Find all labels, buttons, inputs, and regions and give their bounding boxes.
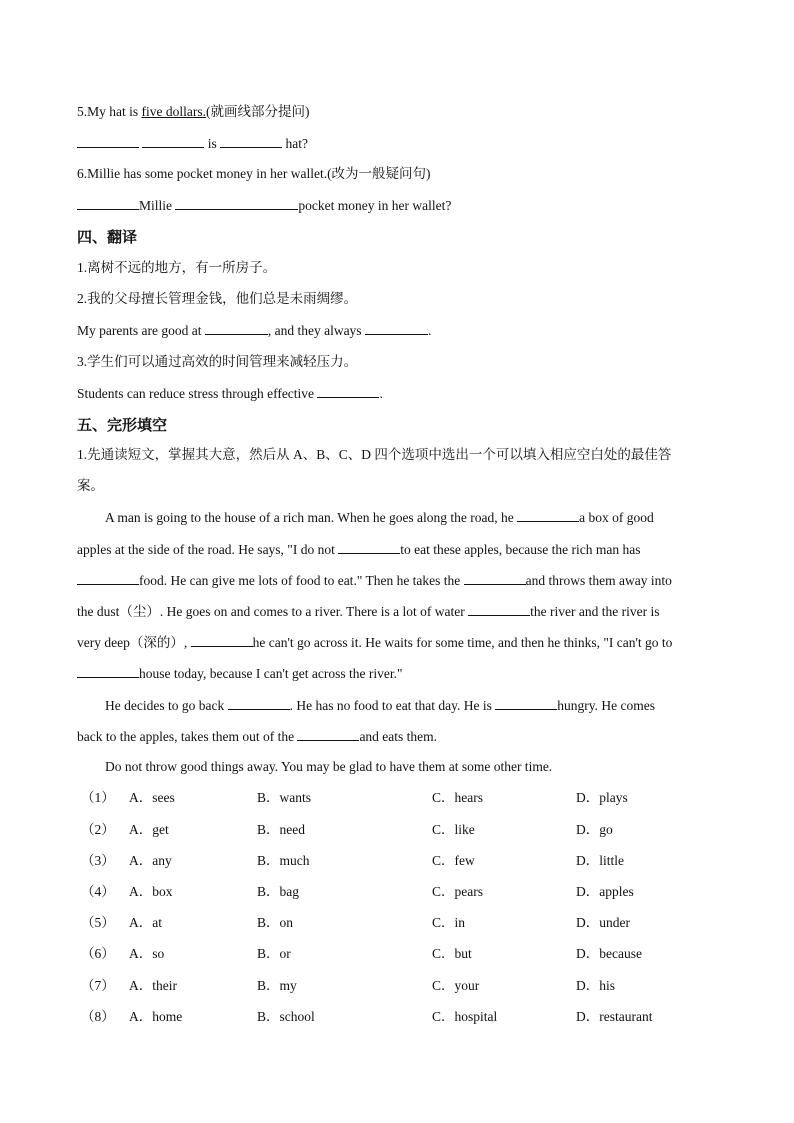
option-c[interactable]: C．hospital [432,1009,498,1024]
passage-line: house today, because I can't get across the river." [77,665,402,682]
question-number: （8） [81,1009,115,1024]
option-b[interactable]: B．wants [257,790,311,805]
option-d[interactable]: D．apples [576,884,634,899]
option-b[interactable]: B．my [257,978,297,993]
translation-item-2: 2.我的父母擅长管理金钱，他们总是未雨绸缪。 [77,291,358,306]
option-row-2 [77,822,757,838]
option-d[interactable]: D．his [576,978,616,993]
q5-note: (就画线部分提问) [206,104,310,119]
option-c[interactable]: C．few [432,853,475,868]
translation-item-2-answer: My parents are good at , and they always . [77,323,432,338]
passage-line: Do not throw good things away. You may be glad to have them at some other time. [105,759,553,774]
option-d[interactable]: D．plays [576,790,628,805]
question-number: （2） [81,822,115,837]
option-row-3 [77,853,757,869]
q5-underlined-phrase: five dollars. [141,104,206,119]
option-b[interactable]: B．bag [257,884,299,899]
option-row-7 [77,978,757,994]
option-c[interactable]: C．in [432,915,466,930]
cloze-blank-6[interactable] [191,634,253,647]
question-5 [77,104,310,120]
option-row-5 [77,915,757,931]
option-a[interactable]: A．sees [129,790,175,805]
option-d[interactable]: D．because [576,946,642,961]
cloze-blank-4[interactable] [464,572,526,585]
cloze-instruction: 1.先通读短文，掌握其大意，然后从 A、B、C、D 四个选项中选出一个可以填入相应空白处的最佳答 [77,447,672,462]
q6-answer-line [77,197,451,214]
q5-word-hat: hat? [282,136,309,151]
option-row-6 [77,946,757,962]
q5-answer-line [77,135,308,152]
option-a[interactable]: A．so [129,946,165,961]
cloze-blank-9[interactable] [495,697,557,710]
option-b[interactable]: B．need [257,822,305,837]
option-d[interactable]: D．restaurant [576,1009,653,1024]
option-b[interactable]: B．or [257,946,291,961]
answer-blank[interactable] [77,197,139,210]
option-d[interactable]: D．go [576,822,613,837]
option-a[interactable]: A．get [129,822,169,837]
option-a[interactable]: A．their [129,978,177,993]
q5-word-is: is [204,136,221,151]
cloze-blank-1[interactable] [517,509,579,522]
answer-blank[interactable] [142,135,204,148]
answer-blank[interactable] [317,385,379,398]
question-number: （1） [81,790,115,805]
passage-line: food. He can give me lots of food to eat." Then he takes the and throws them away into [77,572,672,589]
question-number: （4） [81,884,115,899]
cloze-instruction-continued: 案。 [77,478,104,493]
cloze-blank-2[interactable] [338,541,400,554]
option-b[interactable]: B．on [257,915,294,930]
question-number: （6） [81,946,115,961]
option-row-8 [77,1009,757,1025]
option-c[interactable]: C．hears [432,790,483,805]
passage-line: very deep（深的）, he can't go across it. He waits for some time, and then he thinks, "I can't go to [77,635,673,650]
section-5-heading: 五、完形填空 [77,416,168,434]
option-c[interactable]: C．your [432,978,480,993]
option-d[interactable]: D．little [576,853,624,868]
option-c[interactable]: C．pears [432,884,483,899]
cloze-blank-5[interactable] [468,603,530,616]
option-row-1 [77,790,757,806]
cloze-blank-10[interactable] [297,728,359,741]
translation-item-3: 3.学生们可以通过高效的时间管理来减轻压力。 [77,354,358,369]
question-number: （3） [81,853,115,868]
cloze-blank-8[interactable] [228,697,290,710]
translation-item-1: 1.离树不远的地方，有一所房子。 [77,260,277,275]
answer-blank[interactable] [175,197,298,210]
passage-line: A man is going to the house of a rich man. When he goes along the road, he a box of good [105,510,654,525]
option-a[interactable]: A．home [129,1009,183,1024]
option-c[interactable]: C．like [432,822,475,837]
passage-line: back to the apples, takes them out of the and eats them. [77,729,438,744]
cloze-blank-3[interactable] [77,572,139,585]
option-a[interactable]: A．box [129,884,173,899]
question-number: （7） [81,978,115,993]
option-b[interactable]: B．school [257,1009,315,1024]
option-c[interactable]: C．but [432,946,472,961]
passage-line: the dust（尘）. He goes on and comes to a river. There is a lot of water the river and the river is [77,604,660,619]
option-row-4 [77,884,757,900]
option-b[interactable]: B．much [257,853,310,868]
translation-item-3-answer: Students can reduce stress through effective . [77,386,383,401]
passage-line: apples at the side of the road. He says, "I do not to eat these apples, because the rich man has [77,542,641,557]
option-a[interactable]: A．at [129,915,162,930]
passage-line: He decides to go back . He has no food to eat that day. He is hungry. He comes [105,698,656,713]
q6-sentence-end: pocket money in her wallet? [298,198,452,213]
question-6: 6.Millie has some pocket money in her wallet.(改为一般疑问句) [77,166,431,181]
answer-blank[interactable] [205,322,268,335]
answer-blank[interactable] [220,135,282,148]
question-number: （5） [81,915,115,930]
option-d[interactable]: D．under [576,915,630,930]
option-a[interactable]: A．any [129,853,172,868]
cloze-blank-7[interactable] [77,665,139,678]
q6-word-millie: Millie [139,198,176,213]
answer-blank[interactable] [365,322,428,335]
section-4-heading: 四、翻译 [77,228,138,246]
q5-prefix: 5.My hat is [77,104,142,119]
answer-blank[interactable] [77,135,139,148]
